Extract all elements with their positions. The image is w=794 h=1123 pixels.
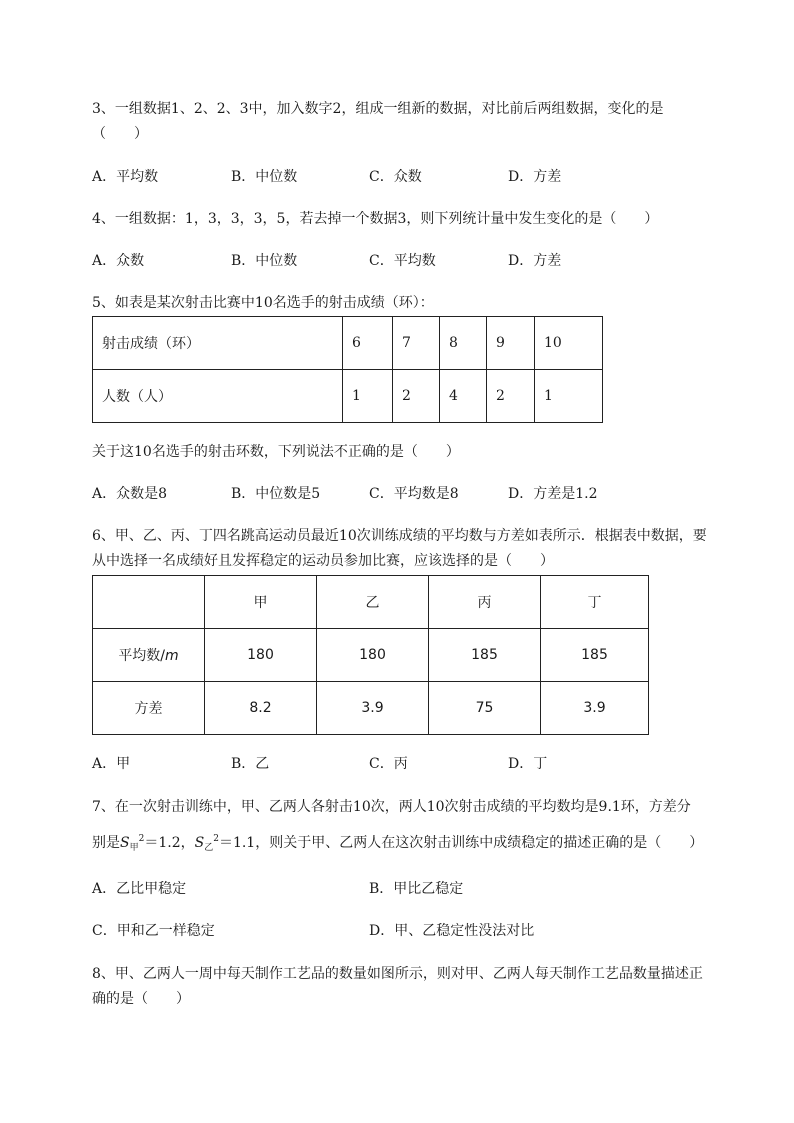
table-header: 丙: [429, 576, 541, 629]
q4-option-b: B．中位数: [231, 253, 298, 269]
table-cell: 1: [535, 370, 603, 423]
table-cell: 180: [317, 629, 429, 682]
q3-option-c: C．众数: [369, 169, 422, 185]
q5-option-b: B．中位数是5: [231, 486, 321, 502]
table-cell: 185: [541, 629, 649, 682]
q6-option-b: B．乙: [231, 756, 270, 772]
table-cell: 180: [205, 629, 317, 682]
table-row: [93, 629, 649, 682]
q7-line1: 7、在一次射击训练中，甲、乙两人各射击10次，两人10次射击成绩的平均数均是9.1环，方差分: [92, 799, 691, 815]
table-header-empty: [93, 576, 205, 629]
q3-stem: 3、一组数据1、2、2、3中，加入数字2，组成一组新的数据，对比前后两组数据，变化的是: [92, 101, 664, 117]
q7-option-d: D．甲、乙稳定性没法对比: [369, 923, 535, 939]
q7-line2: [92, 829, 703, 858]
variance-symbol: S: [120, 835, 130, 851]
q8-line2: 确的是（ ）: [92, 991, 190, 1007]
q6-option-d: D．丁: [508, 756, 548, 772]
table-row: [93, 576, 649, 629]
q6-option-a: A．甲: [92, 756, 131, 772]
q5-option-a: A．众数是8: [92, 486, 168, 502]
subscript-yi: 乙: [204, 843, 214, 853]
subscript-jia: 甲: [129, 843, 139, 853]
table-header: 乙: [317, 576, 429, 629]
table-cell: 8.2: [205, 682, 317, 735]
q5-stem: 5、如表是某次射击比赛中10名选手的射击成绩（环）：: [92, 295, 434, 311]
superscript-2: 2: [138, 834, 145, 844]
q7-prefix: 别是: [92, 835, 120, 851]
q5-score-table: [92, 316, 603, 423]
q4-option-c: C．平均数: [369, 253, 436, 269]
q3-option-d: D．方差: [508, 169, 562, 185]
row-label-count: 人数（人）: [93, 370, 343, 423]
table-cell: 75: [429, 682, 541, 735]
q7-option-b: B．甲比乙稳定: [369, 881, 464, 897]
q5-option-d: D．方差是1.2: [508, 486, 598, 502]
row-label-mean: [93, 629, 205, 682]
q6-athlete-table: [92, 575, 649, 735]
q7-option-a: A．乙比甲稳定: [92, 881, 187, 897]
q7-value-jia: ＝1.2，: [144, 835, 195, 851]
mean-label: 平均数/: [118, 648, 166, 664]
table-cell: 3.9: [541, 682, 649, 735]
row-label-score: 射击成绩（环）: [93, 317, 343, 370]
q3-paren: （ ）: [92, 126, 148, 142]
q5-option-c: C．平均数是8: [369, 486, 459, 502]
table-cell: 10: [535, 317, 603, 370]
table-cell: 8: [440, 317, 487, 370]
table-header: 丁: [541, 576, 649, 629]
q7-value-yi: ＝1.1，则关于甲、乙两人在这次射击训练中成绩稳定的描述正确的是（ ）: [218, 835, 704, 851]
table-cell: 7: [393, 317, 440, 370]
q6-option-c: C．丙: [369, 756, 408, 772]
q3-option-a: A．平均数: [92, 169, 159, 185]
table-cell: 4: [440, 370, 487, 423]
table-cell: 9: [487, 317, 535, 370]
q6-stem-line1: 6、甲、乙、丙、丁四名跳高运动员最近10次训练成绩的平均数与方差如表所示．根据表中数据，要: [92, 528, 707, 544]
q8-line1: 8、甲、乙两人一周中每天制作工艺品的数量如图所示，则对甲、乙两人每天制作工艺品数量描述正: [92, 966, 703, 982]
table-cell: 185: [429, 629, 541, 682]
superscript-2: 2: [213, 834, 219, 844]
table-cell: 6: [343, 317, 393, 370]
table-cell: 2: [487, 370, 535, 423]
mean-unit: m: [165, 648, 179, 664]
q4-option-a: A．众数: [92, 253, 145, 269]
table-header: 甲: [205, 576, 317, 629]
q7-option-c: C．甲和乙一样稳定: [92, 923, 215, 939]
q4-option-d: D．方差: [508, 253, 562, 269]
table-cell: 3.9: [317, 682, 429, 735]
q4-stem: 4、一组数据：1，3，3，3，5，若去掉一个数据3，则下列统计量中发生变化的是（ ）: [92, 211, 659, 227]
q6-stem-line2: 从中选择一名成绩好且发挥稳定的运动员参加比赛，应该选择的是（ ）: [92, 553, 554, 569]
variance-symbol: S: [194, 835, 205, 851]
table-row: [93, 682, 649, 735]
table-row: [93, 317, 603, 370]
table-row: [93, 370, 603, 423]
table-cell: 2: [393, 370, 440, 423]
row-label-variance: 方差: [93, 682, 205, 735]
table-cell: 1: [343, 370, 393, 423]
q3-option-b: B．中位数: [231, 169, 298, 185]
q5-question: 关于这10名选手的射击环数，下列说法不正确的是（ ）: [92, 444, 460, 460]
